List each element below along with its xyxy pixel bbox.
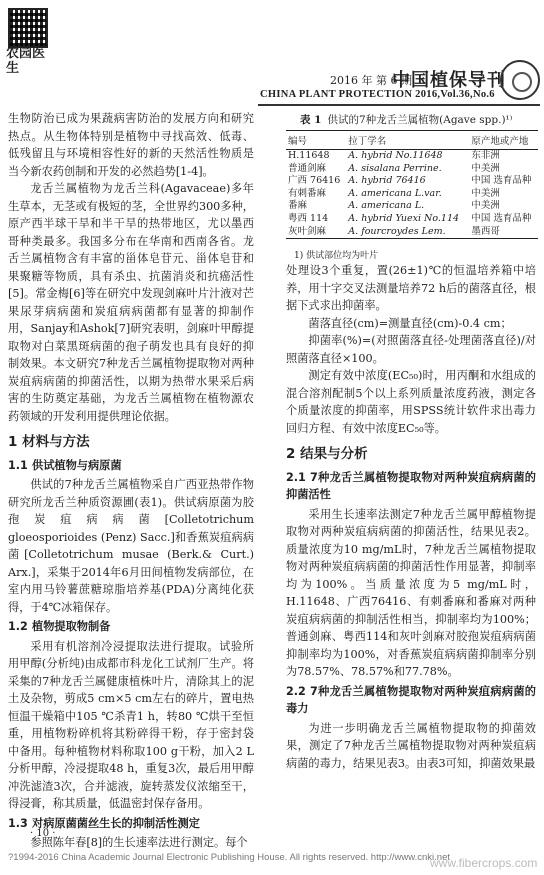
table-row [286,188,538,201]
qr-code [8,8,48,48]
table-cell: A. americana L. [348,200,425,212]
table-cell: 中美洲 [471,200,500,212]
table-cell: 粤西 114 [288,212,329,224]
subsection-title: 供试植物与病原菌 [32,458,122,472]
table-number: 表 1 [300,114,322,126]
table-cell: 东非洲 [471,150,500,161]
formula-inhibition-rate: 抑菌率(%)=(对照菌落直径-处理菌落直径)/对照菌落直径×100。 [286,334,536,365]
table-row [286,175,538,188]
qr-label: 农园医生 [6,46,46,76]
table-row [286,213,538,226]
table-cell: A. hybrid 76416 [348,175,426,187]
section-1-heading: 1 材料与方法 [8,434,90,450]
table-cell: 广西 76416 [288,175,341,187]
table-cell: 番麻 [288,200,308,212]
subsection-number: 2.1 [286,470,306,484]
table-cell: 灰叶剑麻 [286,226,346,239]
copyright-footer: ?1994-2016 China Academic Journal Electronic Publishing House. All rights reserved. http://www.cnki.net [8,852,450,863]
section-2-heading: 2 结果与分析 [286,446,368,462]
ec50-method-text: 测定有效中浓度(EC₅₀)时，用丙酮和水组成的混合溶剂配制5个以上系列质量浓度药液，测定各个质量浓度的抑菌率，用SPSS统计软件求出毒力回归方程、有效中浓度EC₅₀等。 [286,369,536,435]
issue-label: 2016 年 第 6 期 [330,74,412,87]
method-continued-text: 处理设3个重复，置(26±1)℃的恒温培养箱中培养，用十字交叉法测量培养72 h后的菌落直径，根据下式求出抑菌率。 [286,264,536,312]
table-cell: 中美洲 [471,187,500,199]
table-cell: A. fourcroydes Lem. [346,226,469,239]
subsection-title: 植物提取物制备 [32,620,111,633]
watermark: www.fibercrops.com [430,856,538,870]
subsection-2-1-text: 采用生长速率法测定7种龙舌兰属甲醇植物提取物对两种炭疽病病菌的抑菌活性，结果见表2。质量浓度为10 mg/mL时，7种龙舌兰属植物提取物对两种炭疽病病菌的抑菌活性作用显著，抑制率均为100%。当质量浓度为5 mg/mL时，H.11648、广西76416、有刺番麻和番麻对两种炭疽病病菌的抑制活性相当，抑制率均为100%；普通剑麻、粤西114和灰叶剑麻对胶孢炭疽病病菌抑制率均为100%，对香蕉炭疽病病菌抑制率分别为78.57%、78.57%和77.78%。 [286,507,536,678]
table-row [286,226,538,239]
table-row [286,200,538,213]
table-header-cell: 原产地或产地 [469,131,538,150]
subsection-number: 1.2 [8,620,28,633]
table-cell: 有刺番麻 [288,187,327,199]
subsection-number: 2.2 [286,684,306,698]
table-row [286,163,538,176]
formula-colony-diameter: 菌落直径(cm)=测量直径(cm)-0.4 cm； [308,316,512,330]
subsection-title: 7种龙舌兰属植物提取物对两种炭疽病病菌的毒力 [286,684,536,715]
subsection-title: 对病原菌菌丝生长的抑制活性测定 [32,816,200,830]
subsection-title: 7种龙舌兰属植物提取物对两种炭疽病病菌的抑菌活性 [286,470,536,501]
subsection-2-2-text: 为进一步明确龙舌兰属植物提取物的抑菌效果，测定了7种龙舌兰属植物提取物对两种炭疽病病菌的毒力，结果见表3。由表3可知，抑菌效果最 [286,721,536,770]
table-cell: A. americana L.var. [348,187,442,199]
table-cell: 普通剑麻 [288,162,327,174]
table-caption-text: 供试的7种龙舌兰属植物(Agave spp.)¹⁾ [327,114,513,126]
intro-paragraph-1: 生物防治已成为果蔬病害防治的发展方向和研究热点。从生物体特别是植物中寻找高效、低毒、低残留且与环境相容性好的新的天然活性物质是当今新农药创制和开发的必然趋势[1-4]。 [8,112,254,178]
subsection-1-1-heading [8,457,254,475]
left-column [8,110,254,852]
subsection-1-2-heading [8,618,254,636]
table-cell: H.11648 [288,150,330,161]
table-header-cell: 拉丁学名 [346,131,469,150]
subsection-1-2-text: 采用有机溶剂冷浸提取法进行提取。试验所用甲醇(分析纯)由成都市科龙化工试剂厂生产。将采集的7种龙舌兰属健康植株叶片，清除其上的泥土及杂物，剪成5 cm×5 cm左右的碎片，置电热恒温干燥箱中105 ℃杀青1 h，转80 ℃烘干至恒重，用植物粉碎机将其粉碎得干粉，存于密封袋中备用。每种植物材料称取100 g干粉，加入2 L分析甲醇，冷浸提取48 h，重复3次，最后用甲醇冲洗滤渣3次，合并滤液，旋转蒸发仪浓缩至干，得浸膏，称其质量，低温密封保存备用。 [8,639,254,810]
table-cell: 中国 选育品种 [471,175,532,187]
table-cell: 中国 选育品种 [471,212,532,224]
journal-title: 中国植保导刊 [392,70,506,91]
subsection-2-2-heading [286,683,536,718]
table-cell: 中美洲 [471,162,500,174]
species-table [286,130,538,239]
journal-logo [500,60,540,100]
table-caption [300,112,540,127]
page-number: · 10 · [30,828,56,839]
table-cell: A. hybrid Yuexi No.114 [348,212,460,224]
table-header-row [286,131,538,150]
subsection-1-3-text: 参照陈年春[8]的生长速率法进行测定。每个 [30,836,248,849]
subsection-1-1-text: 供试的7种龙舌兰属植物采自广西亚热带作物研究所龙舌兰种质资源圃(表1)。供试病原菌为胶孢炭疽病病菌[Colletotrichum gloeosporioides (Penz) Sacc.]和香蕉炭疽病病菌[Colletotrichum musae (Berk.& Curt.) Arx.]，采集于2014年6月田间植物发病部位，在室内用马铃薯蔗糖琼脂培养基(PDA)分离纯化获得，于4℃冰箱保存。 [8,478,254,614]
table-cell: A. sisalana Perrine. [348,162,442,174]
table-header-cell: 编号 [286,131,346,150]
header-rule [258,104,540,106]
table-cell: 墨西哥 [469,226,538,239]
subsection-number: 1.3 [8,816,28,830]
table-cell: A. hybrid No.11648 [348,150,443,161]
subsection-2-1-heading [286,469,536,504]
right-column [286,262,536,772]
journal-english-title: CHINA PLANT PROTECTION 2016,Vol.36,No.6 [260,89,495,100]
table-note: 1) 供试部位均为叶片 [294,251,379,261]
table-row [286,150,538,163]
subsection-number: 1.1 [8,458,28,472]
intro-paragraph-2: 龙舌兰属植物为龙舌兰科(Agavaceae)多年生草本，无茎或有极短的茎，全世界约300多种，原产西半球干旱和半干旱的热带地区，尤以墨西哥种类最多。我国多分布在华南和西南各省。龙舌兰属植物含有丰富的甾体皂苷元、甾体皂苷和果聚糖等物质，具有杀虫、抗菌消炎和抗癌活性[5]。常金梅[6]等在研究中发现剑麻叶片汁液对芒果尿芽病病菌和炭疽病病菌都有显著的抑制作用，Sanjay和Ashok[7]研究表明，剑麻叶甲醇提取物对白菜黑斑病菌的孢子萌发也具有良好的抑制效果。本文研究7种龙舌兰属植物提取物对两种炭疽病病菌的抑菌活性，以期为热带水果采后病害的生防奠定基础，为龙舌兰属植物在植物源农药领域的开发利用提供理论依据。 [8,182,254,423]
